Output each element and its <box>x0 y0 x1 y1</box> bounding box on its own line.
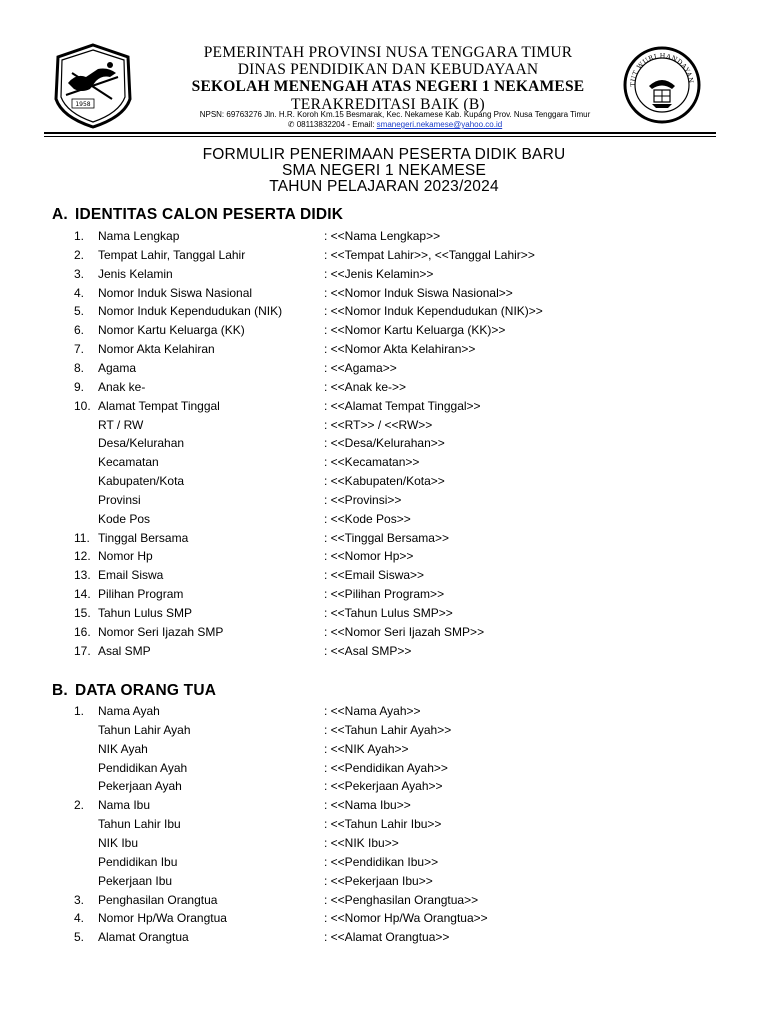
row-number: 7. <box>74 342 85 357</box>
row-number: 14. <box>74 587 91 602</box>
form-row <box>0 702 768 721</box>
row-label: Kode Pos <box>98 511 151 526</box>
form-row <box>0 284 768 303</box>
row-value-placeholder: : <<Alamat Tempat Tinggal>> <box>324 398 481 413</box>
section-a-letter: A. <box>52 206 68 223</box>
row-label: Kabupaten/Kota <box>98 474 185 489</box>
form-title <box>0 147 768 195</box>
row-label: Pekerjaan Ayah <box>98 779 182 794</box>
form-row <box>0 891 768 910</box>
form-row <box>0 453 768 472</box>
section-a-title: IDENTITAS CALON PESERTA DIDIK <box>75 206 344 223</box>
row-label: Nomor Induk Kependudukan (NIK) <box>98 304 283 319</box>
form-row <box>0 227 768 246</box>
row-value-placeholder: : <<Pilihan Program>> <box>324 587 445 602</box>
form-row <box>0 359 768 378</box>
row-number: 2. <box>74 798 85 813</box>
row-label: Kecamatan <box>98 455 159 470</box>
row-value-placeholder: : <<Tahun Lulus SMP>> <box>324 606 453 620</box>
row-number: 16. <box>74 624 91 639</box>
form-row <box>0 740 768 759</box>
form-row <box>0 623 768 642</box>
letterhead-email-link[interactable]: smanegeri.nekamese@yahoo.co.id <box>376 120 503 129</box>
row-value-placeholder: : <<Alamat Orangtua>> <box>324 930 450 945</box>
row-value-placeholder: : <<Pekerjaan Ayah>> <box>324 779 443 794</box>
row-value-placeholder: : <<Nomor Hp/Wa Orangtua>> <box>324 911 488 926</box>
svg-text:TUT WURI HANDAYANI: TUT WURI HANDAYAN <box>628 51 696 87</box>
row-number: 15. <box>74 606 91 620</box>
form-row <box>0 302 768 321</box>
section-a-heading <box>52 206 343 224</box>
row-label: Tahun Lahir Ayah <box>98 722 191 737</box>
row-value-placeholder: : <<Asal SMP>> <box>324 643 412 658</box>
row-label: Jenis Kelamin <box>98 266 173 281</box>
row-label: Pendidikan Ibu <box>98 854 178 869</box>
row-value-placeholder: : <<Nomor Seri Ijazah SMP>> <box>324 624 485 639</box>
row-value-placeholder: : <<Kode Pos>> <box>324 511 411 526</box>
section-b-heading <box>52 682 216 700</box>
form-row <box>0 777 768 796</box>
form-row <box>0 872 768 891</box>
letterhead-rule-thick <box>44 132 716 134</box>
row-value-placeholder: : <<Tempat Lahir>>, <<Tanggal Lahir>> <box>324 247 535 262</box>
row-value-placeholder: : <<NIK Ibu>> <box>324 835 399 850</box>
row-number: 6. <box>74 323 85 338</box>
row-value-placeholder: : <<Tinggal Bersama>> <box>324 530 449 545</box>
row-label: Email Siswa <box>98 568 164 583</box>
row-label: RT / RW <box>98 417 144 432</box>
letterhead-rule-thin <box>44 136 716 137</box>
row-value-placeholder: : <<Email Siswa>> <box>324 568 425 583</box>
svg-text:1958: 1958 <box>75 101 91 108</box>
row-value-placeholder: : <<Desa/Kelurahan>> <box>324 436 445 451</box>
form-row <box>0 265 768 284</box>
row-label: Nama Ibu <box>98 798 151 813</box>
row-value-placeholder: : <<Nama Ayah>> <box>324 704 421 718</box>
row-label: Asal SMP <box>98 643 151 658</box>
row-value-placeholder: : <<Nomor Induk Siswa Nasional>> <box>324 285 513 300</box>
letterhead-line1: PEMERINTAH PROVINSI NUSA TENGGARA TIMUR <box>203 44 573 61</box>
form-title-line1: FORMULIR PENERIMAAN PESERTA DIDIK BARU <box>202 146 566 163</box>
form-row <box>0 566 768 585</box>
row-value-placeholder: : <<Penghasilan Orangtua>> <box>324 892 479 907</box>
row-number: 1. <box>74 229 85 243</box>
row-value-placeholder: : <<Nomor Induk Kependudukan (NIK)>> <box>324 304 543 319</box>
phone-icon: ✆ <box>287 120 295 129</box>
form-row <box>0 853 768 872</box>
row-value-placeholder: : <<Agama>> <box>324 360 397 375</box>
row-label: Nomor Hp <box>98 549 153 564</box>
form-row <box>0 246 768 265</box>
row-number: 11. <box>74 530 90 545</box>
row-number: 9. <box>74 379 85 394</box>
row-value-placeholder: : <<Provinsi>> <box>324 492 402 507</box>
row-label: Provinsi <box>98 492 141 507</box>
letterhead <box>0 0 768 134</box>
row-number: 3. <box>74 266 85 281</box>
row-number: 4. <box>74 285 85 300</box>
form-row <box>0 759 768 778</box>
row-value-placeholder: : <<Pendidikan Ibu>> <box>324 854 439 869</box>
form-row <box>0 510 768 529</box>
letterhead-line2: DINAS PENDIDIKAN DAN KEBUDAYAAN <box>237 61 539 78</box>
row-number: 8. <box>74 360 85 375</box>
form-row <box>0 815 768 834</box>
form-row <box>0 434 768 453</box>
row-label: Pekerjaan Ibu <box>98 873 173 888</box>
form-row <box>0 796 768 815</box>
row-value-placeholder: : <<Nama Ibu>> <box>324 798 411 813</box>
row-number: 5. <box>74 304 85 319</box>
row-value-placeholder: : <<Nama Lengkap>> <box>324 229 441 243</box>
row-value-placeholder: : <<NIK Ayah>> <box>324 741 409 756</box>
row-number: 3. <box>74 892 85 907</box>
row-value-placeholder: : <<Kecamatan>> <box>324 455 420 470</box>
row-number: 5. <box>74 930 85 945</box>
form-row <box>0 547 768 566</box>
row-label: Alamat Orangtua <box>98 930 189 945</box>
row-label: Alamat Tempat Tinggal <box>98 398 220 413</box>
section-b-letter: B. <box>52 682 68 699</box>
row-number: 12. <box>74 549 91 564</box>
row-label: Tahun Lulus SMP <box>98 606 193 620</box>
row-label: Tinggal Bersama <box>98 530 189 545</box>
letterhead-address: NPSN: 69763276 Jln. H.R. Koroh Km.15 Besmarak, Kec. Nekamese Kab. Kupang Prov. Nusa Tenggara Timur <box>199 110 591 119</box>
row-value-placeholder: : <<RT>> / <<RW>> <box>324 417 433 432</box>
row-number: 4. <box>74 911 85 926</box>
form-title-line3: TAHUN PELAJARAN 2023/2024 <box>269 178 499 195</box>
form-row <box>0 321 768 340</box>
school-logo-icon <box>52 43 134 129</box>
row-value-placeholder: : <<Jenis Kelamin>> <box>324 266 434 281</box>
row-value-placeholder: : <<Nomor Hp>> <box>324 549 414 564</box>
row-number: 10. <box>74 398 91 413</box>
form-row <box>0 834 768 853</box>
row-number: 1. <box>74 704 85 718</box>
form-row <box>0 642 768 661</box>
row-label: Anak ke- <box>98 379 146 394</box>
row-label: Nomor Seri Ijazah SMP <box>98 624 224 639</box>
row-label: Nomor Akta Kelahiran <box>98 342 215 357</box>
form-row <box>0 472 768 491</box>
letterhead-school-name: SEKOLAH MENENGAH ATAS NEGERI 1 NEKAMESE <box>191 78 585 95</box>
form-row <box>0 928 768 947</box>
row-label: Tahun Lahir Ibu <box>98 817 181 832</box>
tut-wuri-handayani-logo-icon <box>622 44 702 126</box>
row-label: Nama Lengkap <box>98 229 180 243</box>
row-value-placeholder: : <<Nomor Akta Kelahiran>> <box>324 342 476 357</box>
row-label: Agama <box>98 360 137 375</box>
row-value-placeholder: : <<Tahun Lahir Ibu>> <box>324 817 442 832</box>
row-label: NIK Ibu <box>98 835 139 850</box>
form-title-line2: SMA NEGERI 1 NEKAMESE <box>281 162 487 179</box>
row-value-placeholder: : <<Kabupaten/Kota>> <box>324 474 445 489</box>
row-label: Pilihan Program <box>98 587 184 602</box>
row-label: Nomor Induk Siswa Nasional <box>98 285 253 300</box>
row-label: Nomor Kartu Keluarga (KK) <box>98 323 245 338</box>
row-number: 13. <box>74 568 91 583</box>
letterhead-phone-email: ✆ 08113832204 - Email: smanegeri.nekamese@yahoo.co.id <box>287 120 503 129</box>
row-value-placeholder: : <<Pendidikan Ayah>> <box>324 760 448 775</box>
row-value-placeholder: : <<Anak ke->> <box>324 379 407 394</box>
row-value-placeholder: : <<Pekerjaan Ibu>> <box>324 873 433 888</box>
row-label: Nama Ayah <box>98 704 160 718</box>
letterhead-accreditation: TERAKREDITASI BAIK (B) <box>291 96 485 113</box>
form-row <box>0 340 768 359</box>
row-number: 17. <box>74 643 91 658</box>
form-row <box>0 529 768 548</box>
form-row <box>0 721 768 740</box>
row-label: NIK Ayah <box>98 741 148 756</box>
form-row <box>0 909 768 928</box>
letterhead-email-label: Email: <box>352 120 375 129</box>
row-value-placeholder: : <<Nomor Kartu Keluarga (KK)>> <box>324 323 506 338</box>
row-label: Nomor Hp/Wa Orangtua <box>98 911 227 926</box>
row-number: 2. <box>74 247 85 262</box>
letterhead-phone: 08113832204 <box>296 120 346 129</box>
form-row <box>0 491 768 510</box>
section-b-title: DATA ORANG TUA <box>75 682 217 699</box>
row-label: Tempat Lahir, Tanggal Lahir <box>98 247 246 262</box>
form-row <box>0 378 768 397</box>
form-row <box>0 585 768 604</box>
letterhead-contact <box>160 110 630 130</box>
form-row <box>0 397 768 416</box>
row-label: Pendidikan Ayah <box>98 760 188 775</box>
row-label: Desa/Kelurahan <box>98 436 185 451</box>
row-value-placeholder: : <<Tahun Lahir Ayah>> <box>324 722 452 737</box>
form-row <box>0 604 768 623</box>
row-label: Penghasilan Orangtua <box>98 892 218 907</box>
form-row <box>0 416 768 435</box>
